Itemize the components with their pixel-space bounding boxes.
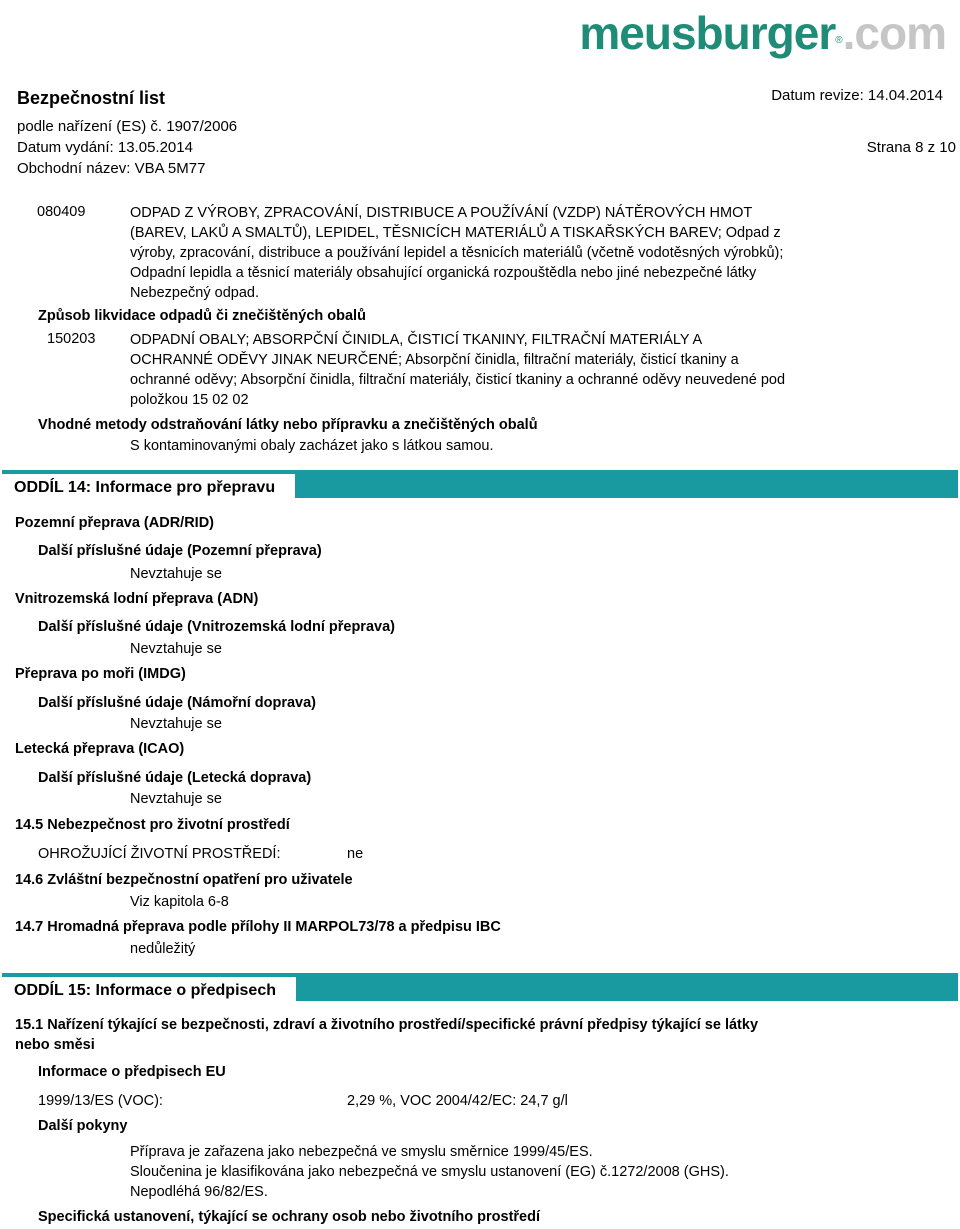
additional-note-line: Nepodléhá 96/82/ES. <box>130 1184 268 1200</box>
environmental-hazard-value: ne <box>347 846 364 862</box>
waste-description <box>130 203 783 303</box>
regulation-heading-line: 15.1 Nařízení týkající se bezpečnosti, zdraví a životního prostředí/specifické právní předpisy týkající se látky <box>15 1017 759 1033</box>
marpol-value: nedůležitý <box>130 941 196 957</box>
waste-description-line: Odpadní lepidla a těsnicí materiály obsahující organická rozpouštědla nebo jiné nebezpečné látky <box>130 265 757 281</box>
trade-name: Obchodní název: VBA 5M77 <box>17 160 206 177</box>
additional-notes <box>130 1142 729 1202</box>
packaging-waste-code: 150203 <box>47 331 96 347</box>
page-number: Strana 8 z 10 <box>866 139 956 156</box>
environmental-hazard-heading: 14.5 Nebezpečnost pro životní prostředí <box>15 817 290 833</box>
additional-note-line: Sloučenina je klasifikována jako nebezpečná ve smyslu ustanovení (EG) č.1272/2008 (GHS). <box>130 1164 729 1180</box>
voc-label: 1999/13/ES (VOC): <box>38 1093 163 1109</box>
brand-name: meusburger <box>579 7 836 59</box>
marpol-heading: 14.7 Hromadná přeprava podle přílohy II MARPOL73/78 a předpisu IBC <box>15 919 501 935</box>
imdg-value: Nevztahuje se <box>130 716 222 732</box>
cleaning-methods-heading: Vhodné metody odstraňování látky nebo přípravku a znečištěných obalů <box>38 417 538 433</box>
specific-provisions-heading: Specifická ustanovení, týkající se ochrany osob nebo životního prostředí <box>38 1209 540 1225</box>
voc-value: 2,29 %, VOC 2004/42/EC: 24,7 g/l <box>347 1093 568 1109</box>
waste-code: 080409 <box>37 204 86 220</box>
waste-description-line: Nebezpečný odpad. <box>130 285 259 301</box>
regulation-reference: podle nařízení (ES) č. 1907/2006 <box>17 118 238 135</box>
adn-value: Nevztahuje se <box>130 641 222 657</box>
adr-additional-heading: Další příslušné údaje (Pozemní přeprava) <box>38 543 322 559</box>
adr-value: Nevztahuje se <box>130 566 222 582</box>
revision-date: Datum revize: 14.04.2014 <box>771 87 943 104</box>
environmental-hazard-label: OHROŽUJÍCÍ ŽIVOTNÍ PROSTŘEDÍ: <box>38 846 281 862</box>
additional-note-line: Příprava je zařazena jako nebezpečná ve smyslu směrnice 1999/45/ES. <box>130 1144 593 1160</box>
cleaning-methods-text: S kontaminovanými obaly zacházet jako s látkou samou. <box>130 438 494 454</box>
packaging-description-line: ochranné oděvy; Absorpční činidla, filtrační materiály, čisticí tkaniny a ochranné oděvy neuvedené pod <box>130 372 786 388</box>
section-14-title: ODDÍL 14: Informace pro přepravu <box>2 474 295 502</box>
imdg-heading: Přeprava po moři (IMDG) <box>15 666 186 682</box>
icao-additional-heading: Další příslušné údaje (Letecká doprava) <box>38 770 312 786</box>
brand-logo <box>579 6 946 60</box>
waste-description-line: ODPAD Z VÝROBY, ZPRACOVÁNÍ, DISTRIBUCE A POUŽÍVÁNÍ (VZDP) NÁTĚROVÝCH HMOT <box>130 205 753 221</box>
additional-notes-heading: Další pokyny <box>38 1118 128 1134</box>
packaging-description-line: ODPADNÍ OBALY; ABSORPČNÍ ČINIDLA, ČISTICÍ TKANINY, FILTRAČNÍ MATERIÁLY A <box>130 332 703 348</box>
section-15-title: ODDÍL 15: Informace o předpisech <box>2 977 296 1005</box>
special-precautions-value: Viz kapitola 6-8 <box>130 894 229 910</box>
waste-description-line: výroby, zpracování, distribuce a používání lepidel a těsnicích materiálů (včetně vodotěsných výrobků); <box>130 245 784 261</box>
brand-suffix: .com <box>842 7 946 59</box>
adn-additional-heading: Další příslušné údaje (Vnitrozemská lodní přeprava) <box>38 619 395 635</box>
brand-registered-mark: ® <box>835 35 843 47</box>
document-title: Bezpečnostní list <box>17 88 166 108</box>
issue-date: Datum vydání: 13.05.2014 <box>17 139 193 156</box>
special-precautions-heading: 14.6 Zvláštní bezpečnostní opatření pro uživatele <box>15 872 353 888</box>
eu-regulation-heading: Informace o předpisech EU <box>38 1064 226 1080</box>
adr-heading: Pozemní přeprava (ADR/RID) <box>15 515 215 531</box>
waste-description-line: (BAREV, LAKŮ A SMALTŮ), LEPIDEL, TĚSNICÍCH MATERIÁLŮ A TISKAŘSKÝCH BAREV; Odpad z <box>130 225 781 241</box>
packaging-disposal-heading: Způsob likvidace odpadů či znečištěných obalů <box>38 308 366 324</box>
icao-heading: Letecká přeprava (ICAO) <box>15 741 185 757</box>
imdg-additional-heading: Další příslušné údaje (Námořní doprava) <box>38 695 316 711</box>
packaging-waste-description <box>130 330 785 410</box>
regulation-heading-line: nebo směsi <box>15 1037 95 1053</box>
packaging-description-line: položkou 15 02 02 <box>130 392 249 408</box>
adn-heading: Vnitrozemská lodní přeprava (ADN) <box>15 591 259 607</box>
packaging-description-line: OCHRANNÉ ODĚVY JINAK NEURČENÉ; Absorpční činidla, filtrační materiály, čisticí tkaniny a <box>130 352 739 368</box>
icao-value: Nevztahuje se <box>130 791 222 807</box>
regulation-heading <box>15 1015 758 1055</box>
